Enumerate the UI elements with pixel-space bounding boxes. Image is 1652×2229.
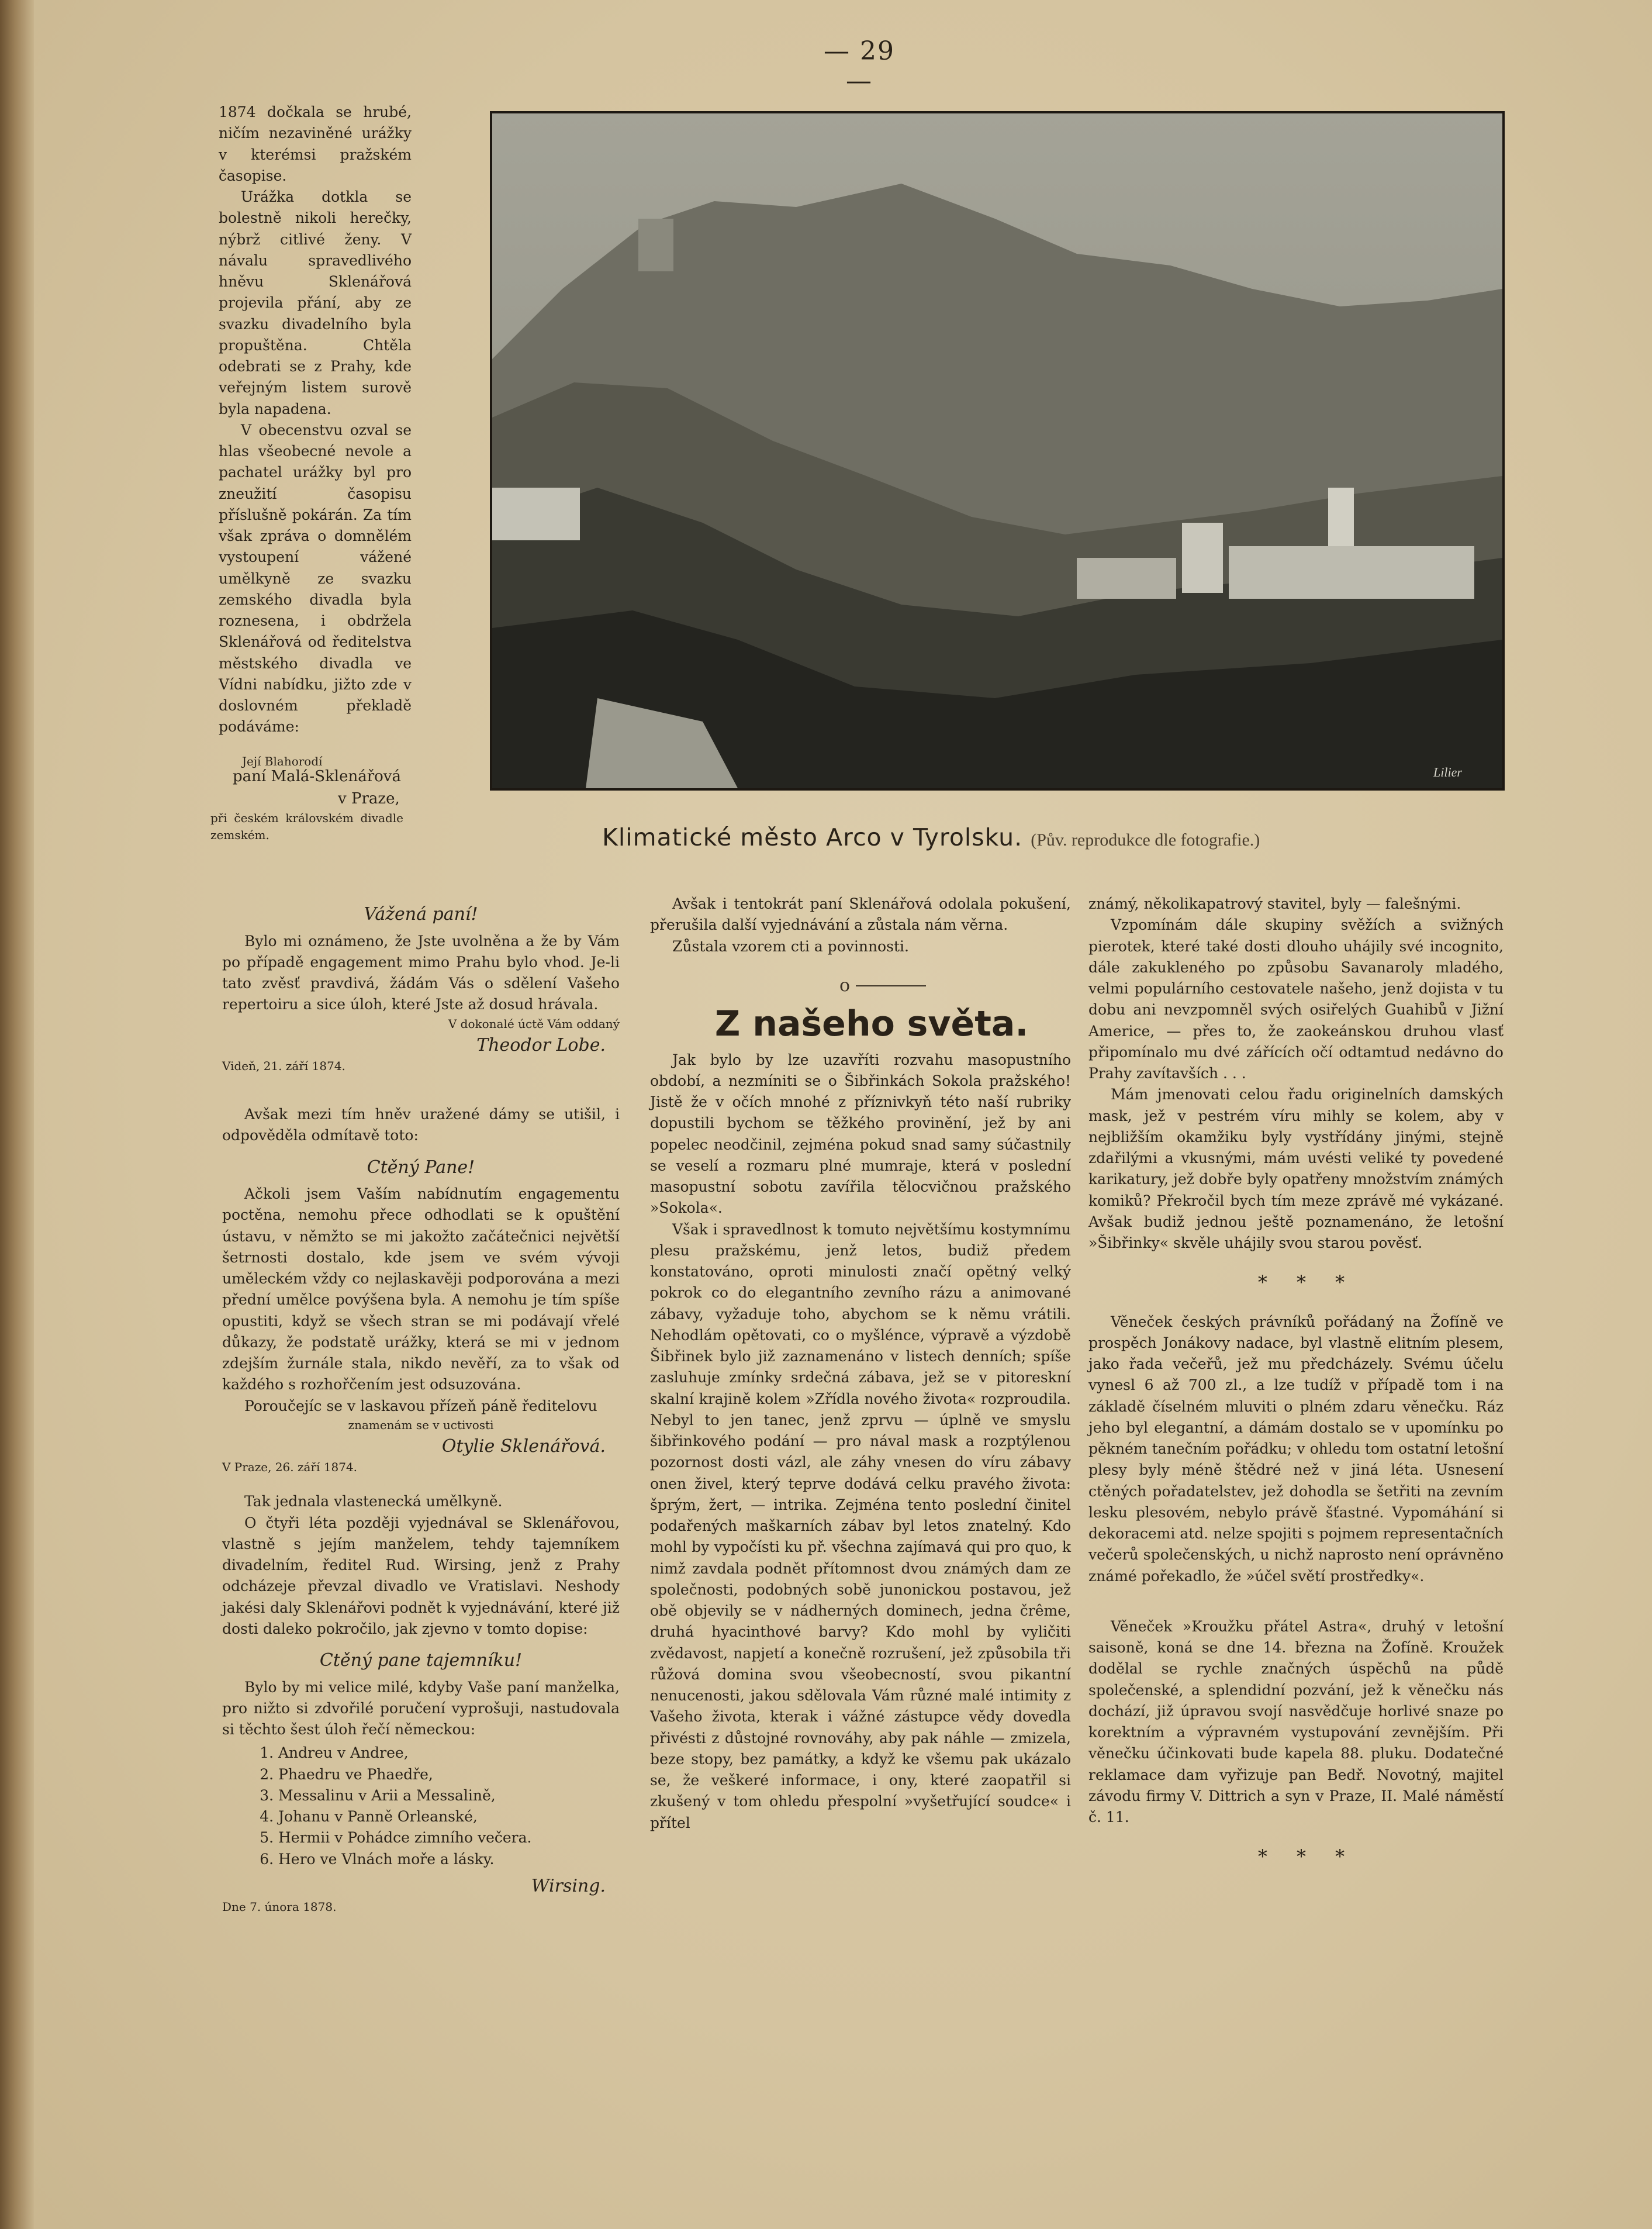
column-3: [1088, 893, 1504, 1871]
town-buildings: [1229, 546, 1474, 599]
tower-left: [1182, 523, 1223, 593]
landscape-illustration: [492, 113, 1502, 788]
book-spine: [0, 0, 34, 2229]
villa-left: [492, 488, 580, 540]
salutation: Ctěný Pane!: [367, 1157, 475, 1178]
letter-signature: Otylie Sklenářová.: [441, 1436, 606, 1457]
roles-list: [222, 1743, 620, 1870]
list-item: 5. Hermii v Pohádce zimního večera.: [278, 1827, 620, 1848]
caption-title: Klimatické město Arco v Tyrolsku.: [602, 823, 1023, 851]
letter-closing: znamenám se v uctivosti: [348, 1417, 494, 1432]
paragraph: O čtyři léta později vyjednával se Sklenářovou, vlastně s jejím manželem, tehdy tajemníkem divadelním, ředitel Rud. Wirsing, jenž z Prahy odcházeje převzal divadlo ve Vratislavi. Neshody jakési daly Sklenářovi podnět k vyjednávání, které již dosti daleko pokročilo, jak zjevno v tomto dopise:: [222, 1514, 620, 1637]
paragraph: Však i spravedlnost k tomuto největšímu kostymnímu plesu pražskému, jenž letos, budiž předem konstatováno, oproti minulosti značí opětný velký pokrok co do elegantního zevního rázu a animované zábavy, vyžaduje toho, abychom se k němu vrátili. Nehodlám opětovati, co o myšlénce, výpravě a výzdobě Šibřinek bylo již zaznamenáno v listech denních; spíše zasluhuje zmínky srdečná zábava, jež se v pitoreskní skalní krajině kolem »Zřídla nového života« rozproudila. Nebyl to jen tanec, jenž zprvu — úplně ve smyslu šibřinkového podání — pro nával mask a rozptýlenou pozornost dosti vázl, ale záhy vnesen do víru zábavy onen živel, který teprve dodává celku pravého života: šprým, žert, — intrika. Zejména tento poslední činitel podařených maškarních zábav byl letos znatelný. Kdo mohl by vypočísti ku př. všechna zajímavá qui pro quo, k nimž zavdala podnět přítomnost dvou známých dam ze společnosti, podobných sobě junonickou postavou, jež obě objevily se v nádherných dominech, jedna črême, druhá hyacinthové barvy? Kdo mohl by vyličiti zvědavost, napjetí a konečně rozrušení, jež způsobila tři růžová domina svou všeobecností, svou pikantní nenucenosti, jakou sdělovala Vám různé malé intimity z Vašeho života, kterak i vážné zástupce vědy dovedla přivésti z důstojné rovnováhy, aby pak náhle — zmizela, beze stopy, bez památky, a když ke všemu pak ukázalo se, že veškeré informace, i ony, které zaopatřil si zkušený v tom ohledu přespolní »vyšetřující soudce« i přítel: [650, 1220, 1071, 1831]
address-line: v Praze,: [338, 789, 400, 808]
paragraph: Věneček českých právníků pořádaný na Žofíně ve prospěch Jonákovy nadace, byl vlastně elitním plesem, jako řada večeřů, jež mu předcházely. Svému účelu vynesl 6 až 700 zl., a lze tudíž v případě tom i na základě číselném mluviti o plném zdaru věnečku. Ráz jeho byl elegantní, a dámám dostalo se v upomínku po pěkném tanečním pořádku; v ohledu tom ostatní letošní plesy byly méně štědré než v jiná léta. Usnesení ctěných pořadatelstev, jež dohodla se šetřiti na zevním lesku plesovém, nebylo právě šťastné. Vypomáhání si dekoracemi atd. nelze spojiti s pojmem representačních večerů společenských, u nichž naprosto není oprávněno známé pořekadlo, že »účel světí prostředky«.: [1088, 1313, 1504, 1585]
list-item: 4. Johanu v Panně Orleanské,: [278, 1806, 620, 1827]
ornament: * * *: [1257, 1845, 1357, 1868]
paragraph: Mám jmenovati celou řadu originelních damských mask, jež v pestrém víru mihly se kolem, aby v nejbližším okamžiku byly vystřídány jinými, stejně zdařilými a vkusnými, mám uvésti veliké ty povedené karikatury, jež dobře byly opatřeny množstvím známých komiků? Překročil bych tím meze zprávě mé vykázané. Avšak budiž jednou ještě poznamenáno, že letošní »Šibřinky« skvěle uhájily svou starou pověsť.: [1088, 1086, 1504, 1251]
address-line: paní Malá-Sklenářová: [233, 768, 401, 785]
photo-caption: [602, 823, 1432, 851]
page-number: — 29 —: [824, 36, 895, 96]
letter-text: Bylo by mi velice milé, kdyby Vaše paní manželka, pro nižto si zdvořilé poručení vyprošuji, nastudovala si těchto šest úloh řečí německou:: [222, 1678, 620, 1738]
photographer-signature: Lilier: [1433, 765, 1462, 779]
letter-signature: Wirsing.: [531, 1875, 606, 1896]
paragraph: Urážka dotkla se bolestně nikoli herečky, nýbrž citlivé ženy. V návalu spravedlivého hněvu Sklenářová projevila přání, aby ze svazku divadelního byla propuštěna. Chtěla odebrati se z Prahy, kde veřejným listem surově byla napadena.: [219, 188, 412, 417]
salutation: Vážená paní!: [364, 904, 478, 924]
paragraph: Zůstala vzorem cti a povinnosti.: [672, 937, 909, 955]
letter-text: Bylo mi oznámeno, že Jste uvolněna a že by Vám po případě engagement mimo Prahu bylo vhod. Je-li tato zvěsť pravdivá, žádám Vás o sdělení Vašeho repertoiru a sice úloh, které Jste až dosud hrávala.: [222, 932, 620, 1013]
address-line: Její Blahorodí: [242, 754, 323, 768]
paragraph: Věneček »Kroužku přátel Astra«, druhý v letošní saisoně, koná se dne 14. března na Žofíně. Kroužek dodělal se rychle značných úspěchů na půdě společenské, a splendidní pozvání, jež k věnečku nás dochází, již úpravou svojí nasvědčuje horlivé snaze po korektním a výpravném vystupování zevnějším. Při věnečku účinkovati bude kapela 88. pluku. Dodatečné reklamace dam vyřizuje pan Bedř. Novotný, majitel závodu firmy V. Dittrich a syn v Praze, II. Malé náměstí č. 11.: [1088, 1617, 1504, 1826]
list-item: 2. Phaedru ve Phaedře,: [278, 1764, 620, 1785]
address-line: při českém královském divadle zemském.: [210, 811, 403, 843]
photograph-arco: [490, 111, 1505, 791]
paragraph: Avšak i tentokrát paní Sklenářová odolala pokušení, přerušila další vyjednávání a zůstala nám věrna.: [650, 895, 1071, 934]
list-item: 6. Hero ve Vlnách moře a lásky.: [278, 1849, 620, 1870]
paragraph: V obecenstvu ozval se hlas všeobecné nevole a pachatel urážky byl pro zneužití časopisu příslušně pokárán. Za tím však zpráva o domnělém vystoupení vážené umělkyně ze svazku zemského divadla byla roznesena, i obdržela Sklenářová od ředitelstva městského divadla ve Vídni nabídku, jižto zde v doslovném překladě podáváme:: [219, 421, 412, 736]
letter-signature: Theodor Lobe.: [476, 1034, 606, 1055]
paragraph: 1874 dočkala se hrubé, ničím nezaviněné urážky v kterémsi pražském časopise.: [219, 103, 412, 184]
paragraph: Avšak mezi tím hněv uražené dámy se utišil, i odpověděla odmítavě toto:: [222, 1106, 620, 1144]
paragraph: Tak jednala vlastenecká umělkyně.: [244, 1493, 503, 1510]
town-houses: [1077, 558, 1176, 599]
paragraph: Vzpomínám dále skupiny svěžích a svižných pierotek, které také dosti dlouho uhájily své incognito, dále zakukleného po způsobu Savanaroly mladého, velmi populárního cestovatele našeho, jenž dojista v tu dobu ani nevzpomněl svých osiřelých Guahibů v Jižní Americe, — přes to, že zaokeánskou druhou vlasť připomínalo mu dvé zářících očí odtamtud nedávno do Prahy zavítavších . . .: [1088, 916, 1504, 1082]
castle-ruin: [638, 219, 673, 271]
ornament: * * *: [1257, 1271, 1357, 1294]
letter-date: V Praze, 26. září 1874.: [222, 1460, 358, 1475]
column-1-address: [210, 766, 637, 844]
letter-closing: V dokonalé úctě Vám oddaný: [448, 1016, 620, 1031]
letter-text: Poroučejíc se v laskavou přízeň páně ředitelovu: [244, 1397, 597, 1414]
divider-mark: o: [839, 975, 851, 996]
section-title: Z našeho světa.: [714, 1003, 1029, 1044]
column-1-top: [219, 102, 412, 770]
list-item: 1. Andreu v Andree,: [278, 1743, 620, 1764]
letter-date: Dne 7. února 1878.: [222, 1900, 337, 1914]
column-2: [650, 893, 1071, 1834]
salutation: Ctěný pane tajemníku!: [319, 1650, 523, 1671]
list-item: 3. Messalinu v Arii a Messalině,: [278, 1785, 620, 1806]
letter-text: Ačkoli jsem Vaším nabídnutím engagementu poctěna, nemohu přece odhodlati se k opuštění ústavu, v němžto se mi jakožto začátečnici největší šetrnosti dostalo, kde jsem ve svém vývoji uměleckém vždy co nejlaskavěji podporována a mezi přední umělce povýšena byla. A nemohu je tím spíše opustiti, když se všech stran se mi podávají vřelé důkazy, že podstatě urážky, která se mi v jednom zdejším žurnále stala, nikdo nevěří, za to však od každého s rozhořčením jest odsuzována.: [222, 1185, 620, 1393]
section-divider: [650, 972, 1071, 999]
letter-date: Videň, 21. září 1874.: [222, 1059, 345, 1073]
caption-note: (Pův. reprodukce dle fotografie.): [1031, 830, 1260, 850]
paragraph: Jak bylo by lze uzavříti rozvahu masopustního období, a nezmíniti se o Šibřinkách Sokola pražského! Jistě že v očích mnohé z příznivkyň této naší rubriky dopustili bychom se těžkého provinění, jež by ani popelec neodčinil, zejména pokud snad samy súčastnily se veselí a rozmaru plné mumraje, která v poslední masopustní sobotu zavířila tělocvičnou pražského »Sokola«.: [650, 1051, 1071, 1217]
column-1: [222, 893, 620, 1916]
paragraph: známý, několikapatrový stavitel, byly — falešnými.: [1088, 895, 1461, 912]
